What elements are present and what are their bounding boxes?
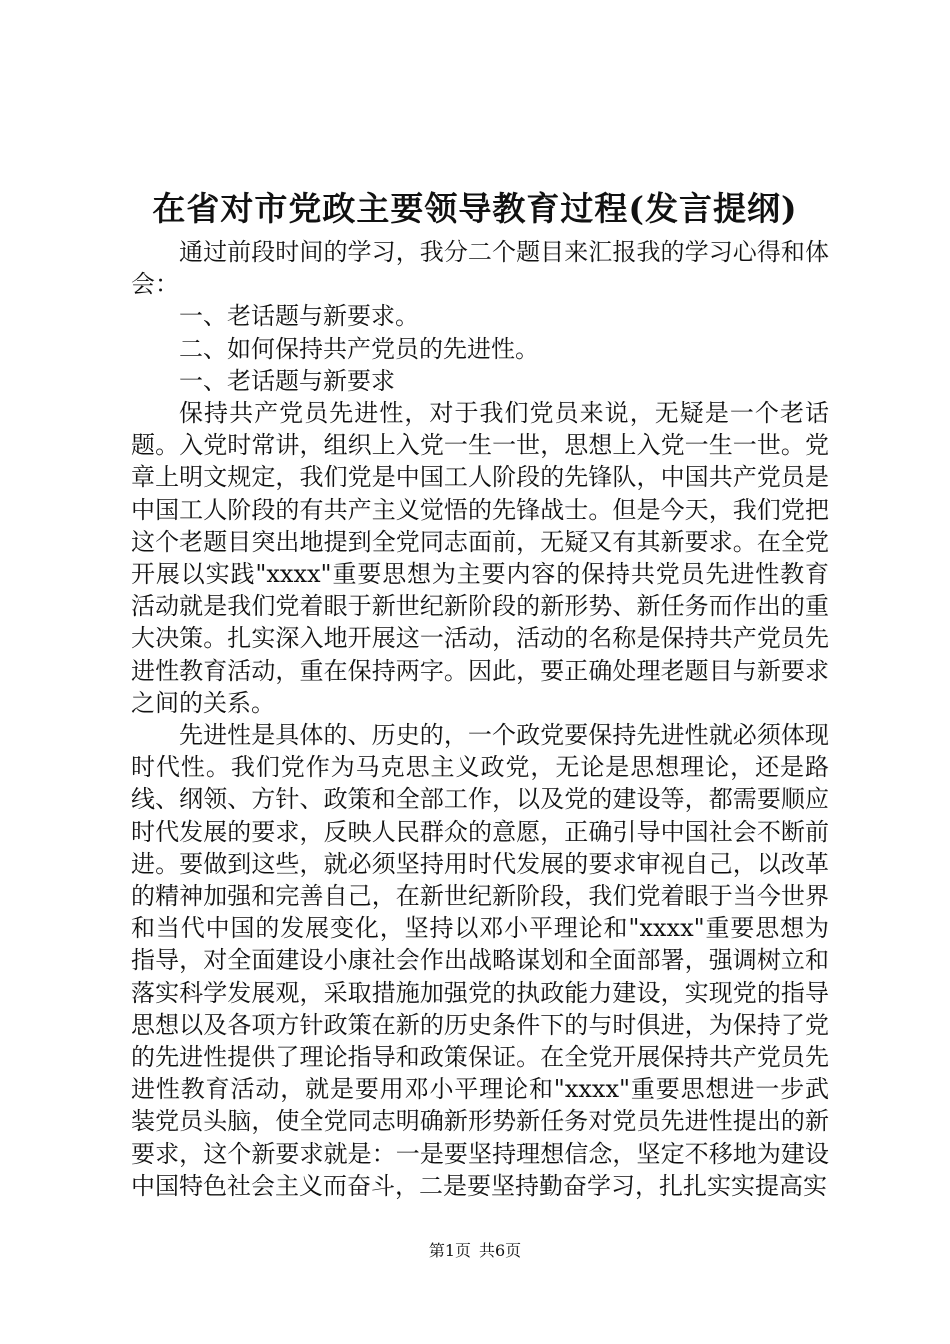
- paragraph-section-1-a: 保持共产党员先进性，对于我们党员来说，无疑是一个老话题。入党时常讲，组织上入党一生一世，思想上入党一生一世。党章上明文规定，我们党是中国工人阶段的先锋队，中国共产党员是中国工人阶段的有共产主义觉悟的先锋战士。但是今天，我们党把这个老题目突出地提到全党同志面前，无疑又有其新要求。在全党开展以实践"xxxx"重要思想为主要内容的保持共党员先进性教育活动就是我们党着眼于新世纪新阶段的新形势、新任务而作出的重大决策。扎实深入地开展这一活动，活动的名称是保持共产党员先进性教育活动，重在保持两字。因此，要正确处理老题目与新要求之间的关系。: [131, 399, 829, 717]
- paragraph-section-1-b: 先进性是具体的、历史的，一个政党要保持先进性就必须体现时代性。我们党作为马克思主义政党，无论是思想理论，还是路线、纲领、方针、政策和全部工作，以及党的建设等，都需要顺应时代发展的要求，反映人民群众的意愿，正确引导中国社会不断前进。要做到这些，就必须坚持用时代发展的要求审视自己，以改革的精神加强和完善自己，在新世纪新阶段，我们党着眼于当今世界和当代中国的发展变化，坚持以邓小平理论和"xxxx"重要思想为指导，对全面建设小康社会作出战略谋划和全面部署，强调树立和落实科学发展观，采取措施加强党的执政能力建设，实现党的指导思想以及各项方针政策在新的历史条件下的与时俱进，为保持了党的先进性提供了理论指导和政策保证。在全党开展保持共产党员先进性教育活动，就是要用邓小平理论和"xxxx"重要思想进一步武装党员头脑，使全党同志明确新形势新任务对党员先进性提出的新要求，这个新要求就是：一是要坚持理想信念，坚定不移地为建设中国特色社会主义而奋斗，二是要坚持勤奋学习，扎扎实实提高实: [131, 721, 829, 1200]
- outline-item-2: 二、如何保持共产党员的先进性。: [179, 334, 539, 363]
- page-total: 共6页: [479, 1241, 522, 1260]
- outline-item-1: 一、老话题与新要求。: [179, 302, 419, 331]
- document-title: 在省对市党政主要领导教育过程(发言提纲): [152, 189, 798, 228]
- paragraph-intro: 通过前段时间的学习，我分二个题目来汇报我的学习心得和体会：: [131, 238, 829, 299]
- section-heading-1: 一、老话题与新要求: [179, 366, 395, 395]
- page-footer: [0, 1240, 950, 1262]
- page-number: 第1页: [428, 1241, 471, 1260]
- document-body: [131, 236, 829, 1202]
